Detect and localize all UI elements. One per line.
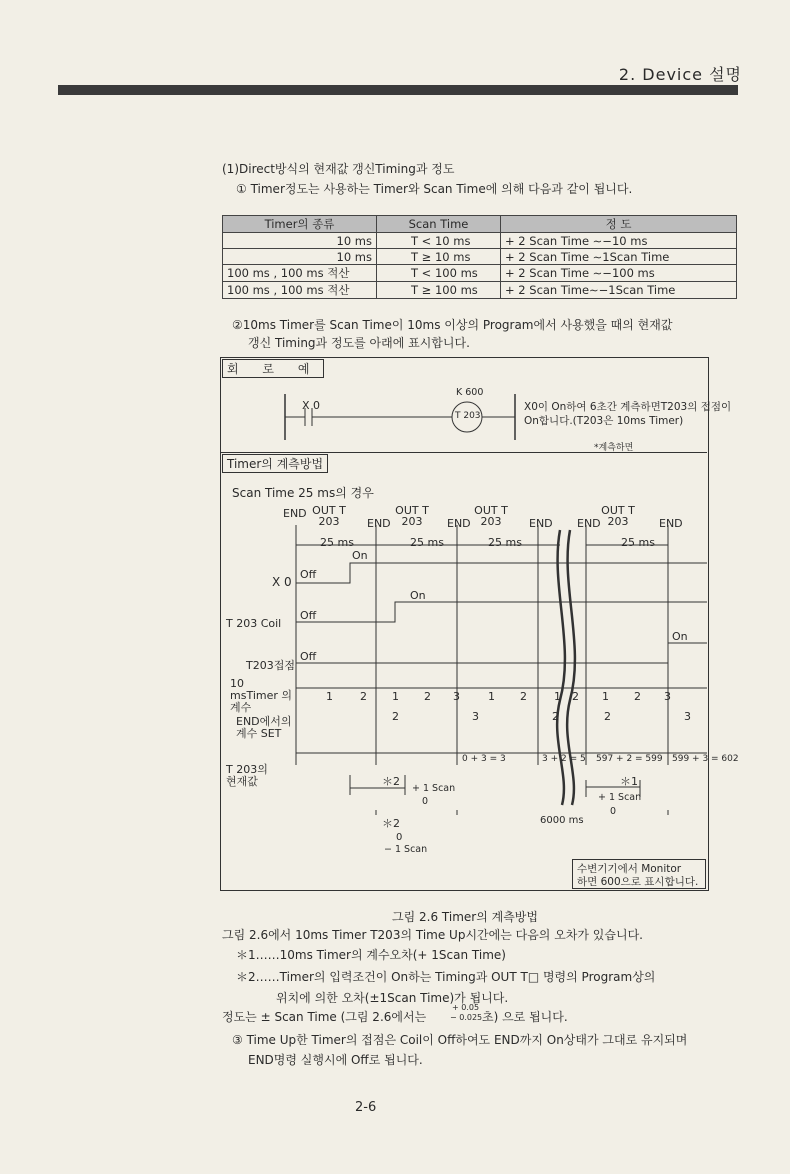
count-value: 3 xyxy=(453,690,460,703)
circuit-label: 회 로 예 xyxy=(222,359,324,378)
monitor-note-1: 수변기기에서 Monitor xyxy=(577,863,682,875)
top-label-out: OUT T 203 xyxy=(601,504,635,528)
body-p6: ③ Time Up한 Timer의 접점은 Coil이 Off하여도 END까지 On상태가 그대로 유지되며 xyxy=(232,1033,688,1047)
body-p3: ＊2……Timer의 입력조건이 On하는 Timing과 OUT T□ 명령의 Program상의 xyxy=(236,970,656,984)
table-header-type: Timer의 종류 xyxy=(223,216,377,233)
signal-current: T 203의 현재값 xyxy=(226,763,268,788)
minus-one-scan: − 1 Scan xyxy=(384,844,428,855)
header-rule xyxy=(58,85,738,95)
error-star-2: ＊2 xyxy=(382,775,400,788)
count-value: 2 xyxy=(572,690,579,703)
top-label-end: END xyxy=(283,507,307,520)
signal-x0: X 0 xyxy=(272,575,292,589)
table-cell: T < 100 ms xyxy=(377,265,501,282)
signal-count: 10 msTimer 의 계수 xyxy=(230,677,293,714)
table-cell: + 2 Scan Time ∼1Scan Time xyxy=(501,249,737,265)
on-label: On xyxy=(672,630,688,643)
ms25-label: 25 ms xyxy=(621,536,655,549)
top-label-end: END xyxy=(577,517,601,530)
table-header-scantime: Scan Time xyxy=(377,216,501,233)
circuit-note-3: *계측하면 xyxy=(594,443,634,453)
current-value: 599 + 3 = 602 xyxy=(672,754,739,764)
signal-coil: T 203 Coil xyxy=(226,617,282,630)
table-cell: T < 10 ms xyxy=(377,233,501,249)
scan-title: Scan Time 25 ms의 경우 xyxy=(232,486,374,500)
figure-caption: 그림 2.6 Timer의 계측방법 xyxy=(392,910,538,924)
off-label: Off xyxy=(300,650,317,663)
plus-one-scan: + 1 Scan xyxy=(412,783,456,794)
on-label: On xyxy=(352,549,368,562)
body-p1: 그림 2.6에서 10ms Timer T203의 Time Up시간에는 다음의 오차가 있습니다. xyxy=(222,928,643,942)
table-cell: + 2 Scan Time ∼−100 ms xyxy=(501,265,737,282)
body-p4: 위치에 의한 오차(±1Scan Time)가 됩니다. xyxy=(276,991,509,1005)
table-header-precision: 정 도 xyxy=(501,216,737,233)
figure-divider xyxy=(220,452,707,453)
current-value: 0 + 3 = 3 xyxy=(462,754,506,764)
table-row xyxy=(223,282,737,299)
table-cell: T ≥ 10 ms xyxy=(377,249,501,265)
set-value: 3 xyxy=(684,710,691,723)
ms25-label: 25 ms xyxy=(410,536,444,549)
table-row xyxy=(223,233,737,249)
timer-precision-table xyxy=(222,215,737,299)
table-cell: + 2 Scan Time∼−1Scan Time xyxy=(501,282,737,299)
count-value: 2 xyxy=(424,690,431,703)
body-p7: END명령 실행시에 Off로 됩니다. xyxy=(248,1053,423,1067)
count-value: 1 xyxy=(554,690,561,703)
timing-label: Timer의 계측방법 xyxy=(222,454,328,473)
count-value: 1 xyxy=(602,690,609,703)
setvalue-label: K 600 xyxy=(456,387,484,398)
count-value: 1 xyxy=(326,690,333,703)
signal-set: END에서의 계수 SET xyxy=(236,715,292,740)
table-cell: 10 ms xyxy=(223,233,377,249)
current-value: 597 + 2 = 599 xyxy=(596,754,663,764)
top-label-end: END xyxy=(447,517,471,530)
zero-label: 0 xyxy=(396,832,403,843)
ms25-label: 25 ms xyxy=(488,536,522,549)
section-heading: (1)Direct방식의 현재값 갱신Timing과 정도 xyxy=(222,162,455,176)
circuit-note-1: X0이 On하여 6초간 계측하면T203의 접점이 xyxy=(524,401,732,413)
body-p5a: 정도는 ± Scan Time (그림 2.6에서는 xyxy=(222,1010,427,1024)
set-value: 2 xyxy=(552,710,559,723)
on-label: On xyxy=(410,589,426,602)
item-2-line-1: ②10ms Timer를 Scan Time이 10ms 이상의 Program에서 사용했을 때의 현재값 xyxy=(232,318,673,332)
top-label-end: END xyxy=(367,517,391,530)
item-2-line-2: 갱신 Timing과 정도를 아래에 표시합니다. xyxy=(248,336,470,350)
monitor-note-2: 하면 600으로 표시합니다. xyxy=(577,876,699,888)
total-time: 6000 ms xyxy=(540,815,584,826)
count-value: 1 xyxy=(392,690,399,703)
table-cell: T ≥ 100 ms xyxy=(377,282,501,299)
count-value: 3 xyxy=(664,690,671,703)
contact-x0: X 0 xyxy=(302,399,321,412)
count-value: 2 xyxy=(634,690,641,703)
top-label-out: OUT T 203 xyxy=(474,504,508,528)
plus-one-scan: + 1 Scan xyxy=(598,792,642,803)
circuit-note-2: On합니다.(T203은 10ms Timer) xyxy=(524,415,684,427)
set-value: 2 xyxy=(604,710,611,723)
header-title: 2. Device 설명 xyxy=(618,65,742,84)
page-number: 2-6 xyxy=(355,1100,377,1115)
top-label-end: END xyxy=(529,517,553,530)
body-p5b: 초) 으로 됩니다. xyxy=(482,1010,568,1024)
item-1-text: ① Timer정도는 사용하는 Timer와 Scan Time에 의해 다음과 같이 됩니다. xyxy=(236,182,633,196)
count-value: 2 xyxy=(360,690,367,703)
error-star-2: ＊2 xyxy=(382,817,400,830)
table-cell: 10 ms xyxy=(223,249,377,265)
off-label: Off xyxy=(300,609,317,622)
signal-contact: T203접점 xyxy=(246,659,295,672)
top-label-out: OUT T 203 xyxy=(312,504,346,528)
table-row xyxy=(223,265,737,282)
zero-label: 0 xyxy=(610,806,617,817)
coil-label: T 203 xyxy=(455,411,481,421)
off-label: Off xyxy=(300,568,317,581)
set-value: 3 xyxy=(472,710,479,723)
table-cell: 100 ms , 100 ms 적산 xyxy=(223,282,377,299)
table-cell: + 2 Scan Time ∼−10 ms xyxy=(501,233,737,249)
table-row xyxy=(223,249,737,265)
fraction-top: + 0.05 xyxy=(452,1003,480,1012)
error-star-1: ＊1 xyxy=(620,775,638,788)
monitor-note-box xyxy=(572,859,706,889)
top-label-out: OUT T 203 xyxy=(395,504,429,528)
current-value: 3 + 2 = 5 xyxy=(542,754,586,764)
body-p2: ＊1……10ms Timer의 계수오차(+ 1Scan Time) xyxy=(236,948,506,962)
ms25-label: 25 ms xyxy=(320,536,354,549)
set-value: 2 xyxy=(392,710,399,723)
count-value: 1 xyxy=(488,690,495,703)
count-value: 2 xyxy=(520,690,527,703)
zero-label: 0 xyxy=(422,796,429,807)
fraction-bottom: − 0.025 xyxy=(450,1013,483,1022)
table-cell: 100 ms , 100 ms 적산 xyxy=(223,265,377,282)
top-label-end: END xyxy=(659,517,683,530)
